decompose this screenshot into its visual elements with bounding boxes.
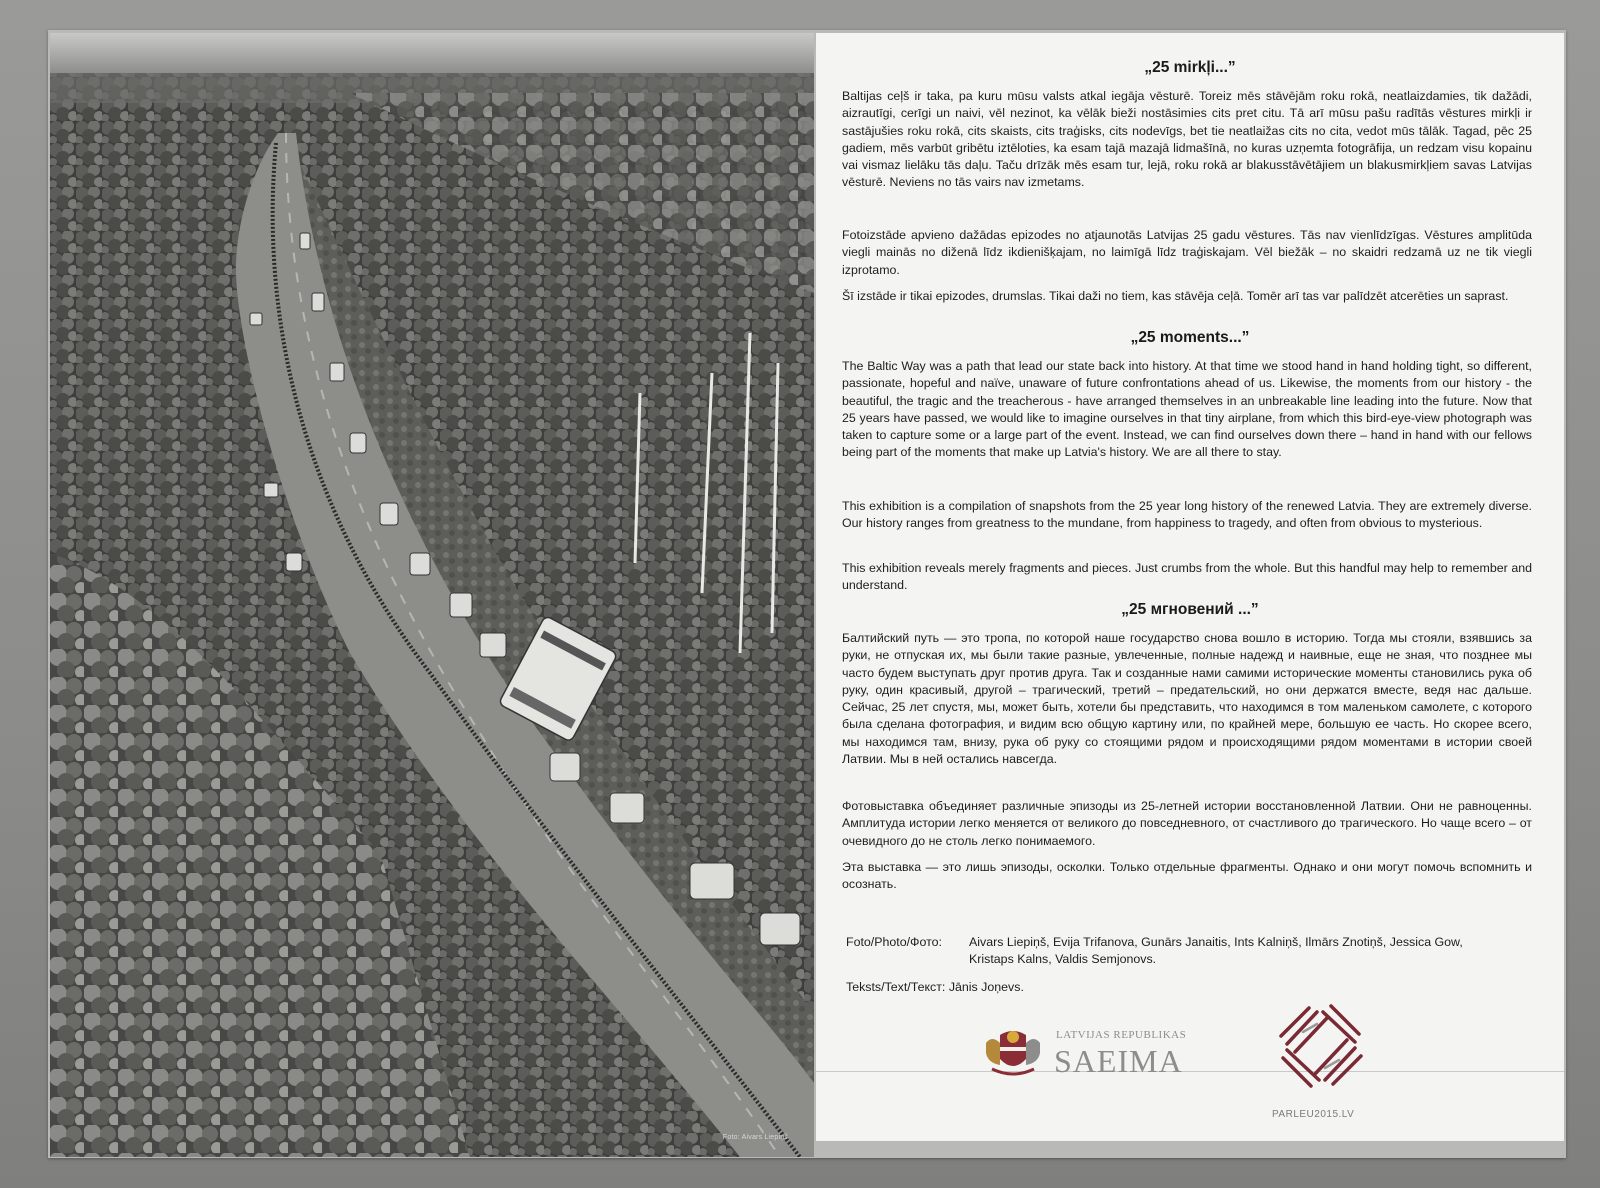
photo-credits-names: Aivars Liepiņš, Evija Trifanova, Gunārs Janaitis, Ints Kalniņš, Ilmārs Znotiņš, Jessica Gow, Kristaps Kalns, Valdis Semjonovs. (969, 935, 1463, 966)
russian-paragraph-1: Балтийский путь — это тропа, по которой наше государство снова вошло в историю. Тогда мы стояли, взявшись за руки, не отпуская их, мы были такие разные, увлеченные, полные надежд и наивные, еще не зная, что позднее мы часто будем выступать друг против друга. Так и созданные нами самими исторические моменты становились рука об руку, один красивый, другой – трагический, третий – предательский, но они держатся вместе, ведя нас дальше. Сейчас, 25 лет спустя, мы, может быть, хотели бы представить, что находимся в том маленьком самолете, с которого была сделана фотография, и видим всю общую картину или, по крайней мере, большую ее часть. Но скорее всего, мы находимся там, внизу, рука об руку со стоящими рядом и происходящими рядом моментами в истории своей Латвии. Мы в ней остались навсегда. (842, 631, 1532, 767)
text-credits-label: Teksts/Text/Текст: (846, 980, 946, 994)
heading-english: „25 moments...” (1130, 329, 1250, 346)
photo-credit: Foto: Aivars Liepiņš (722, 1134, 788, 1141)
latvian-paragraph-1: Baltijas ceļš ir taka, pa kuru mūsu valsts atkal iegāja vēsturē. Toreiz mēs stāvējām roku rokā, neatlaizdamies, tik dažādi, aizrautīgi, cerīgi un naivi, vēl nezinot, ka vēlāk bieži nostāsimies cits pret citu. Tā arī mūsu pašu radītās vēstures mirkļi ir sastājušies roku rokā, cits skaists, cits traģisks, cits nodevīgs, bet tie neatlaižas cits no cita, vedot mūs tālāk. Tagad, pēc 25 gadiem, mēs varbūt gribētu iztēloties, ka esam tajā mazajā lidmašīnā, no kuras uzņemta fotogrāfija, un redzam visu kopainu vai vismaz lielāku tās daļu. Taču drīzāk mēs esam tur, lejā, roku rokā ar blakusstāvētājiem un blakusmirkļiem savas Latvijas vēsturē. Neviens no tās vairs nav izmetams. (842, 89, 1532, 190)
parleu-logo (1266, 991, 1376, 1101)
parleu-label: PARLEU2015.LV (1272, 1109, 1355, 1120)
baltic-way-aerial-photo (50, 33, 814, 1157)
photo-credits-label: Foto/Photo/Фото: (846, 935, 942, 949)
saeima-subtitle: LATVIJAS REPUBLIKAS (1056, 1029, 1187, 1041)
russian-paragraph-3: Эта выставка — это лишь эпизоды, осколки. Только отдельные фрагменты. Однако и они могут помочь вспомнить и осознать. (842, 860, 1532, 892)
heading-russian: „25 мгновений ...” (1121, 601, 1259, 618)
text-panel (816, 33, 1564, 1141)
english-paragraph-1: The Baltic Way was a path that lead our state back into history. At that time we stood hand in hand holding tight, so different, passionate, hopeful and naïve, unaware of future confrontations ahead of us. Likewise, the moments from our history - the beautiful, the tragic and the treacherous - have arranged themselves in an unbreakable line leading into the future. Now that 25 years have passed, we would like to imagine ourselves in that tiny airplane, from which this bird-eye-view photograph was taken to capture some or a large part of the event. Instead, we can find ourselves down there – hand in hand with our fellows being part of the moments that make up Latvia's history. We are all there to stay. (842, 359, 1532, 460)
photo-credits (846, 934, 1489, 968)
saeima-wordmark: SAEIMA (1054, 1043, 1183, 1079)
saeima-logo (978, 1025, 1208, 1085)
english-paragraph-3: This exhibition reveals merely fragments and pieces. Just crumbs from the whole. But this handful may help to remember and understand. (842, 561, 1532, 593)
parleu-swirl-icon (1266, 991, 1376, 1101)
english-paragraph-2: This exhibition is a compilation of snapshots from the 25 year long history of the renewed Latvia. They are extremely diverse. Our history ranges from greatness to the mundane, from happiness to tragedy, and often from obvious to mysterious. (842, 499, 1532, 531)
heading-latvian: „25 mirkļi...” (1144, 59, 1236, 76)
latvian-paragraph-2: Fotoizstāde apvieno dažādas epizodes no atjaunotās Latvijas 25 gadu vēstures. Tās nav vienlīdzīgas. Vēstures amplitūda viegli mainās no diženā līdz ikdienišķajam, no laimīgā līdz traģiskajam. Vēl biežāk – no skaidri redzamā uz ne tik viegli izprotamo. (842, 228, 1532, 277)
latvia-coat-of-arms-icon (978, 1025, 1048, 1085)
aerial-photo-illustration (50, 33, 814, 1157)
text-credits-names: Jānis Joņevs. (948, 980, 1024, 994)
russian-paragraph-2: Фотовыставка объединяет различные эпизоды из 25-летней истории восстановленной Латвии. Они не равноценны. Амплитуда истории легко меняется от великого до повседневного, от счастливого до трагического. Но чаще всего – от очевидного до не столь легко понимаемого. (842, 799, 1532, 848)
latvian-paragraph-3: Šī izstāde ir tikai epizodes, drumslas. Tikai daži no tiem, kas stāvēja ceļā. Tomēr arī tas var palīdzēt atcerēties un saprast. (842, 289, 1509, 303)
text-credits (846, 979, 1024, 996)
